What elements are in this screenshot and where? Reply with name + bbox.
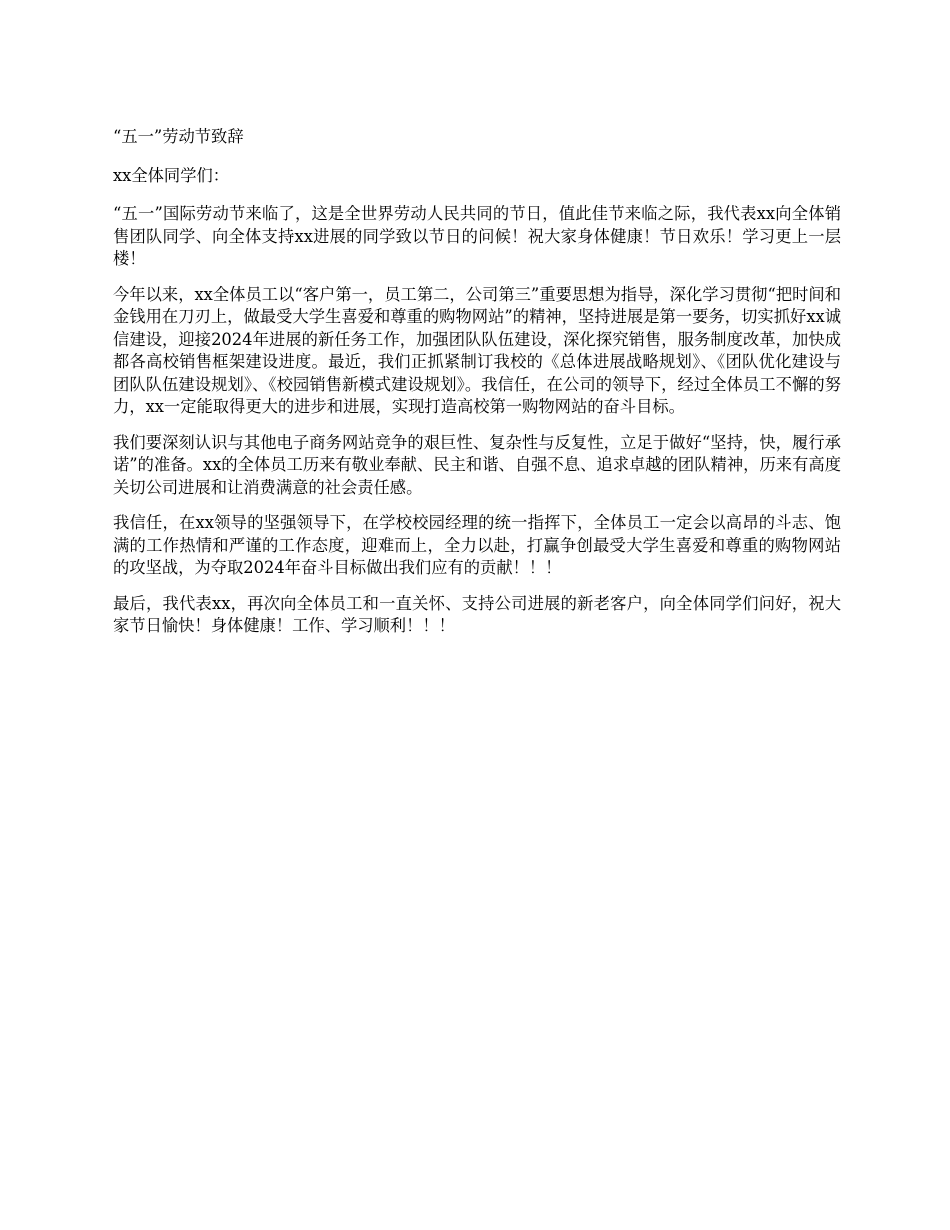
document-page — [113, 126, 841, 651]
salutation: xx全体同学们： — [113, 165, 230, 185]
paragraph-progress: 今年以来，xx全体员工以“客户第一，员工第二，公司第三”重要思想为指导，深化学习贯彻“把时间和金钱用在刀刃上，做最受大学生喜爱和尊重的购物网站”的精神，坚持进展是第一要务，切实抓好xx诚信建设，迎接2024年进展的新任务工作，加强团队队伍建设，深化探究销售，服务制度改革，加快成都各高校销售框架建设进度。最近，我们正抓紧制订我校的《总体进展战略规划》、《团队优化建设与团队队伍建设规划》、《校园销售新模式建设规划》。我信任，在公司的领导下，经过全体员工不懈的努力，xx一定能取得更大的进步和进展，实现打造高校第一购物网站的奋斗目标。 — [113, 284, 841, 416]
paragraph-closing: 最后，我代表xx，再次向全体员工和一直关怀、支持公司进展的新老客户，向全体同学们问好，祝大家节日愉快！身体健康！工作、学习顺利！！！ — [113, 593, 841, 635]
paragraph-confidence: 我信任，在xx领导的坚强领导下，在学校校园经理的统一指挥下，全体员工一定会以高昂的斗志、饱满的工作热情和严谨的工作态度，迎难而上，全力以赴，打赢争创最受大学生喜爱和尊重的购物网站的攻坚战，为夺取2024年奋斗目标做出我们应有的贡献！！！ — [113, 513, 841, 577]
document-title: “五一”劳动节致辞 — [113, 127, 244, 146]
paragraph-competition: 我们要深刻认识与其他电子商务网站竞争的艰巨性、复杂性与反复性，立足于做好“坚持，快，履行承诺”的准备。xx的全体员工历来有敬业奉献、民主和谐、自强不息、追求卓越的团队精神，历来有高度关切公司进展和让消费满意的社会责任感。 — [113, 432, 841, 497]
paragraph-greeting: “五一”国际劳动节来临了，这是全世界劳动人民共同的节日，值此佳节来临之际，我代表xx向全体销售团队同学、向全体支持xx进展的同学致以节日的问候！祝大家身体健康！节日欢乐！学习更上一层楼！ — [113, 204, 841, 268]
